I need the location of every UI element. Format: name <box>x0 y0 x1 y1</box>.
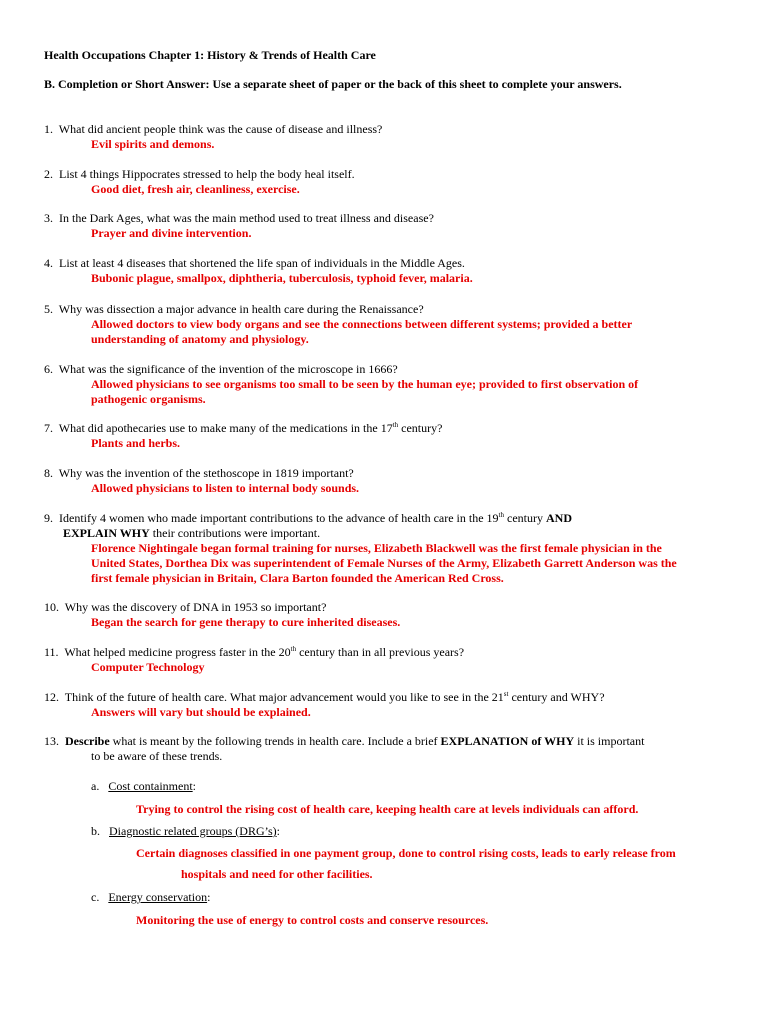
sub-item-colon: : <box>192 779 196 793</box>
question-number: 2. <box>44 167 53 181</box>
answer-13b-line-1: Certain diagnoses classified in one payment group, done to control rising costs, leads to early release from <box>136 846 676 860</box>
instructions: B. Completion or Short Answer: Use a separate sheet of paper or the back of this sheet to complete your answers. <box>44 77 622 91</box>
question-number: 13. <box>44 734 59 748</box>
question-11 <box>44 645 464 660</box>
question-text: Why was dissection a major advance in health care during the Renaissance? <box>58 302 424 316</box>
ordinal-suffix: th <box>392 421 399 429</box>
ordinal-suffix: th <box>290 645 297 653</box>
answer-1: Evil spirits and demons. <box>91 137 215 151</box>
question-6 <box>44 362 398 377</box>
question-text-end: century? <box>398 421 443 435</box>
question-4 <box>44 256 465 271</box>
sub-item-b <box>91 824 280 839</box>
question-8 <box>44 466 354 481</box>
question-number: 1. <box>44 122 53 136</box>
question-text-end: century than in all previous years? <box>296 645 465 659</box>
answer-4: Bubonic plague, smallpox, diphtheria, tuberculosis, typhoid fever, malaria. <box>91 271 473 285</box>
ordinal-suffix: st <box>503 690 509 698</box>
question-7 <box>44 421 442 436</box>
answer-12: Answers will vary but should be explained. <box>91 705 311 719</box>
question-number: 8. <box>44 466 53 480</box>
question-text-mid: century <box>504 511 546 525</box>
page-title: Health Occupations Chapter 1: History & Trends of Health Care <box>44 48 376 62</box>
sub-item-a <box>91 779 196 794</box>
emphasis-describe: Describe <box>65 734 110 748</box>
answer-13a: Trying to control the rising cost of health care, keeping health care at levels individuals can afford. <box>136 802 639 816</box>
question-number: 3. <box>44 211 53 225</box>
question-13 <box>44 734 644 749</box>
question-10 <box>44 600 326 615</box>
answer-2: Good diet, fresh air, cleanliness, exercise. <box>91 182 300 196</box>
question-text: In the Dark Ages, what was the main method used to treat illness and disease? <box>59 211 434 225</box>
answer-5-line-2: understanding of anatomy and physiology. <box>91 332 309 346</box>
question-number: 12. <box>44 690 59 704</box>
answer-6-line-1: Allowed physicians to see organisms too small to be seen by the human eye; provided to first observation of <box>91 377 639 391</box>
question-number: 6. <box>44 362 53 376</box>
question-text-mid: it is important <box>574 734 645 748</box>
question-number: 4. <box>44 256 53 270</box>
emphasis-explanation: EXPLANATION of WHY <box>440 734 575 748</box>
question-1 <box>44 122 382 137</box>
question-number: 7. <box>44 421 53 435</box>
answer-10: Began the search for gene therapy to cure inherited diseases. <box>91 615 401 629</box>
question-text: List 4 things Hippocrates stressed to help the body heal itself. <box>59 167 355 181</box>
ordinal-suffix: th <box>498 511 504 519</box>
question-text: Why was the discovery of DNA in 1953 so important? <box>64 600 327 614</box>
emphasis-and: AND <box>545 511 572 525</box>
question-text: What did ancient people think was the cause of disease and illness? <box>58 122 383 136</box>
sub-item-label: Energy conservation <box>108 890 208 904</box>
question-number: 10. <box>44 600 59 614</box>
question-text: Identify 4 women who made important contributions to the advance of health care in the 19 <box>59 511 499 525</box>
question-9-line-2 <box>63 526 320 541</box>
question-text: What helped medicine progress faster in the 20 <box>64 645 291 659</box>
answer-3: Prayer and divine intervention. <box>91 226 252 240</box>
sub-item-label: Diagnostic related groups (DRG’s) <box>109 824 277 838</box>
sub-item-label: Cost containment <box>108 779 193 793</box>
answer-13b-line-2: hospitals and need for other facilities. <box>181 867 373 881</box>
question-number: 9. <box>44 511 53 525</box>
answer-9-line-2: United States, Dorthea Dix was superintendent of Female Nurses of the Army, Elizabeth Garrett Anderson was the <box>91 556 677 570</box>
sub-item-colon: : <box>276 824 280 838</box>
question-number: 5. <box>44 302 53 316</box>
answer-13c: Monitoring the use of energy to control costs and conserve resources. <box>136 913 489 927</box>
question-12 <box>44 690 605 705</box>
answer-11: Computer Technology <box>91 660 205 674</box>
question-text-end: their contributions were important. <box>149 526 321 540</box>
question-text: Why was the invention of the stethoscope in 1819 important? <box>58 466 354 480</box>
answer-7: Plants and herbs. <box>91 436 181 450</box>
answer-5-line-1: Allowed doctors to view body organs and see the connections between different systems; provided a better <box>91 317 633 331</box>
question-3 <box>44 211 434 226</box>
question-text: what is meant by the following trends in health care. Include a brief <box>109 734 441 748</box>
sub-item-colon: : <box>207 890 211 904</box>
answer-9-line-3: first female physician in Britain, Clara Barton founded the American Red Cross. <box>91 571 504 585</box>
answer-6-line-2: pathogenic organisms. <box>91 392 206 406</box>
question-text: What was the significance of the invention of the microscope in 1666? <box>58 362 398 376</box>
answer-9-line-1: Florence Nightingale began formal training for nurses, Elizabeth Blackwell was the first female physician in the <box>91 541 662 555</box>
question-text: Think of the future of health care. What major advancement would you like to see in the 21 <box>64 690 504 704</box>
answer-8: Allowed physicians to listen to internal body sounds. <box>91 481 360 495</box>
question-2 <box>44 167 355 182</box>
sub-item-c <box>91 890 210 905</box>
emphasis-explain-why: EXPLAIN WHY <box>63 526 150 540</box>
question-5 <box>44 302 424 317</box>
question-number: 11. <box>44 645 59 659</box>
sub-item-letter: a. <box>91 779 100 793</box>
question-text-end: century and WHY? <box>508 690 605 704</box>
sub-item-letter: b. <box>91 824 100 838</box>
question-9 <box>44 511 572 526</box>
question-13-line-2: to be aware of these trends. <box>91 749 223 763</box>
question-text: What did apothecaries use to make many of the medications in the 17 <box>58 421 393 435</box>
sub-item-letter: c. <box>91 890 100 904</box>
question-text: List at least 4 diseases that shortened the life span of individuals in the Middle Ages. <box>59 256 465 270</box>
